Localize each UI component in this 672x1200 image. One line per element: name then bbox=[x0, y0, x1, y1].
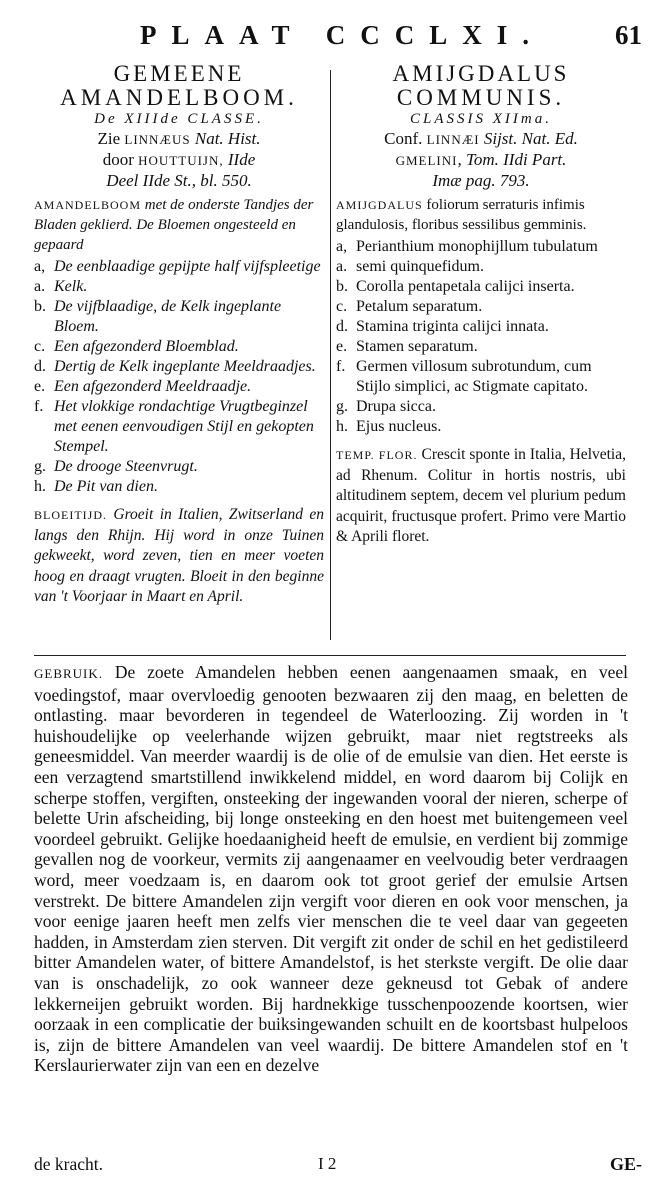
item-text: Perianthium monophijllum tubulatum semi quinquefidum. bbox=[356, 238, 598, 275]
dutch-reference-line3 bbox=[34, 171, 324, 191]
latin-name-line1: AMIJGDALUS bbox=[392, 61, 570, 86]
bloei-lead: BLOEITIJD. bbox=[34, 508, 107, 522]
item-text: Drupa sicca. bbox=[356, 398, 436, 415]
page-number: 61 bbox=[615, 20, 642, 50]
desc-lead: AMIJGDALUS bbox=[336, 198, 423, 212]
signature-mark: I 2 bbox=[318, 1154, 337, 1173]
list-item bbox=[336, 237, 626, 277]
item-label: c. bbox=[34, 338, 46, 355]
column-divider bbox=[330, 70, 331, 640]
list-item bbox=[336, 277, 626, 297]
dutch-name-block bbox=[34, 62, 324, 191]
item-text: Ejus nucleus. bbox=[356, 418, 442, 435]
item-label: d. bbox=[336, 318, 348, 335]
item-text: Het vlokkige rondachtige Vrugtbeginzel met eenen eenvoudigen Stijl en gekopten Stempel. bbox=[54, 398, 314, 455]
item-text: Stamina triginta calijci innata. bbox=[356, 318, 549, 335]
dutch-item-list bbox=[34, 257, 324, 497]
dutch-class-line: De XIIIde CLASSE. bbox=[94, 111, 264, 127]
desc-text: met de onderste Tandjes der Bladen geklierd. De Bloemen ongesteeld en gepaard bbox=[34, 197, 314, 253]
usage-paragraph bbox=[34, 662, 628, 1076]
page-footer bbox=[0, 1154, 672, 1182]
usage-lead: GEBRUIK. bbox=[34, 666, 104, 681]
dutch-reference-line1 bbox=[34, 129, 324, 150]
ref-author: LINNÆI bbox=[426, 132, 480, 147]
ref-text: door bbox=[102, 150, 139, 169]
plate-title: PLAAT CCCLXI. bbox=[140, 20, 545, 50]
item-text: De eenblaadige gepijpte half vijfspleetige Kelk. bbox=[54, 258, 321, 295]
item-label: a, a. bbox=[336, 238, 348, 275]
ref-text: IIde bbox=[223, 150, 256, 169]
desc-lead: AMANDELBOOM bbox=[34, 198, 141, 212]
ref-text: Zie bbox=[97, 129, 125, 148]
item-label: g. bbox=[336, 398, 348, 415]
item-text: De drooge Steenvrugt. bbox=[54, 458, 198, 475]
item-label: e. bbox=[34, 378, 46, 395]
ref-author: HOUTTUIJN, bbox=[138, 153, 224, 168]
page-header bbox=[0, 20, 672, 52]
catchword: GE- bbox=[609, 1154, 642, 1174]
list-item bbox=[336, 337, 626, 357]
ref-text: Imæ pag. 793. bbox=[432, 171, 530, 190]
item-label: c. bbox=[336, 298, 348, 315]
ref-text: Deel IIde St., bl. 550. bbox=[106, 171, 252, 190]
list-item bbox=[34, 297, 324, 337]
latin-reference-line2 bbox=[336, 150, 626, 171]
flor-lead: TEMP. FLOR. bbox=[336, 448, 418, 462]
ref-text: Sijst. Nat. Ed. bbox=[479, 129, 578, 148]
item-text: Petalum separatum. bbox=[356, 298, 483, 315]
latin-class-line: CLASSIS XIIma. bbox=[410, 111, 552, 127]
bloei-text: Groeit in Italien, Zwitserland en langs den Rhijn. Hij word in onze Tuinen gekweekt, word zeven, tien en meer voeten hoog en draagt vrugten. Bloeit in den beginne van 't Voorjaar in Maart en April. bbox=[34, 506, 324, 605]
item-label: a, a. bbox=[34, 258, 46, 295]
list-item bbox=[336, 317, 626, 337]
latin-column bbox=[336, 62, 626, 548]
item-label: b. bbox=[336, 278, 348, 295]
list-item bbox=[336, 417, 626, 437]
latin-name-line2: COMMUNIS. bbox=[396, 85, 566, 110]
latin-item-list bbox=[336, 237, 626, 437]
list-item bbox=[34, 257, 324, 297]
item-label: f. bbox=[34, 398, 44, 415]
list-item bbox=[336, 357, 626, 397]
item-label: h. bbox=[34, 478, 46, 495]
list-item bbox=[336, 397, 626, 417]
desc-text: foliorum serraturis infimis glandulosis, floribus sessilibus gemminis. bbox=[336, 197, 587, 233]
footer-last-line: de kracht. bbox=[34, 1154, 103, 1174]
list-item bbox=[34, 377, 324, 397]
dutch-name-line2: AMANDELBOOM. bbox=[60, 85, 298, 110]
list-item bbox=[34, 457, 324, 477]
dutch-flowering-paragraph bbox=[34, 505, 324, 608]
item-label: g. bbox=[34, 458, 46, 475]
item-text: De vijfblaadige, de Kelk ingeplante Bloem. bbox=[54, 298, 282, 335]
horizontal-rule bbox=[34, 655, 626, 656]
item-label: d. bbox=[34, 358, 46, 375]
item-text: Een afgezonderd Bloemblad. bbox=[54, 338, 239, 355]
item-text: Een afgezonderd Meeldraadje. bbox=[54, 378, 252, 395]
dutch-column bbox=[34, 62, 324, 608]
item-text: Stamen separatum. bbox=[356, 338, 478, 355]
list-item bbox=[34, 397, 324, 457]
dutch-reference-line2 bbox=[34, 150, 324, 171]
latin-description bbox=[336, 195, 626, 235]
ref-text: , Tom. IIdi Part. bbox=[457, 150, 567, 169]
flor-text: Crescit sponte in Italia, Helvetia, ad Rhenum. Colitur in hortis nostris, ubi altitudinem septem, decem vel plurium pedum acquirit, fructusque profert. Primo vere Martio & Aprili floret. bbox=[336, 446, 626, 545]
item-label: b. bbox=[34, 298, 46, 315]
item-text: De Pit van dien. bbox=[54, 478, 158, 495]
ref-text: Nat. Hist. bbox=[190, 129, 261, 148]
ref-author: LINNÆUS bbox=[124, 132, 191, 147]
latin-name-block bbox=[336, 62, 626, 191]
list-item bbox=[34, 337, 324, 357]
latin-reference-line3 bbox=[336, 171, 626, 191]
latin-reference-line1 bbox=[336, 129, 626, 150]
ref-text: Conf. bbox=[384, 129, 427, 148]
dutch-name-line1: GEMEENE bbox=[113, 61, 245, 86]
item-label: e. bbox=[336, 338, 348, 355]
item-text: Corolla pentapetala calijci inserta. bbox=[356, 278, 575, 295]
ref-author: GMELINI bbox=[395, 153, 458, 168]
item-text: Germen villosum subrotundum, cum Stijlo simplici, ac Stigmate capitato. bbox=[356, 358, 592, 395]
list-item bbox=[34, 477, 324, 497]
latin-flowering-paragraph bbox=[336, 445, 626, 548]
usage-text: De zoete Amandelen hebben eenen aangenaamen smaak, en veel voedingstof, maar overvloedig genooten bezwaaren zij den maag, en beletten de ontlasting. maar bevorderen in tegendeel de Waterloozing. Zij worden in 't huishoudelijke op veelerhande wijzen gebruikt, maar niet regtstreeks als geneesmiddel. Van meerder waardij is de olie of de emulsie van dien. Het eerste is een verzagtend smartstillend inwikkelend middel, en word daarom bij Colijk en scherpe stoffen, vergiften, onsteeking der ingewanden vooral der nieren, scherpe of belette Urin afscheiding, bij longe onsteeking en den hoest met buitengemeen veel voordeel gebruikt. Gelijke hoedaanigheid heeft de emulsie, en verdient bij zommige gevallen nog de voorkeur, vermits zij aangenaamer en veelvoudig beter verdraagen word, meer voedzaam is, en daarom ook tot groot gerief der emulsie Artsen verstrekt. De bittere Amandelen zijn vergift voor dieren en ook voor menschen, ja voor eenige jaaren heeft men zelfs vier menschen die te veel daar van gegeeten hadden, in Amsterdam zien sterven. Dit vergift zit onder de schil en het gedistileerd bitter Amandelen water, of bittere Amandelstof, is het sterkste vergift. De olie daar van is onschadelijk, zo ook wanneer deze gekneusd tot Gebak of andere lekkerneijen gebruikt worden. Bij hardnekkige tusschenpoozende koortsen, wier oorzaak in een complicatie der buiksingewanden schuilt en de koortsbast hulpeloos is, zijn de bittere Amandelen van veel waardij. De bittere Amandelen stof en 't Kerslaurierwater zijn van een en dezelve bbox=[34, 662, 628, 1076]
dutch-description bbox=[34, 195, 324, 255]
item-label: f. bbox=[336, 358, 346, 375]
list-item bbox=[336, 297, 626, 317]
item-label: h. bbox=[336, 418, 348, 435]
item-text: Dertig de Kelk ingeplante Meeldraadjes. bbox=[54, 358, 316, 375]
list-item bbox=[34, 357, 324, 377]
